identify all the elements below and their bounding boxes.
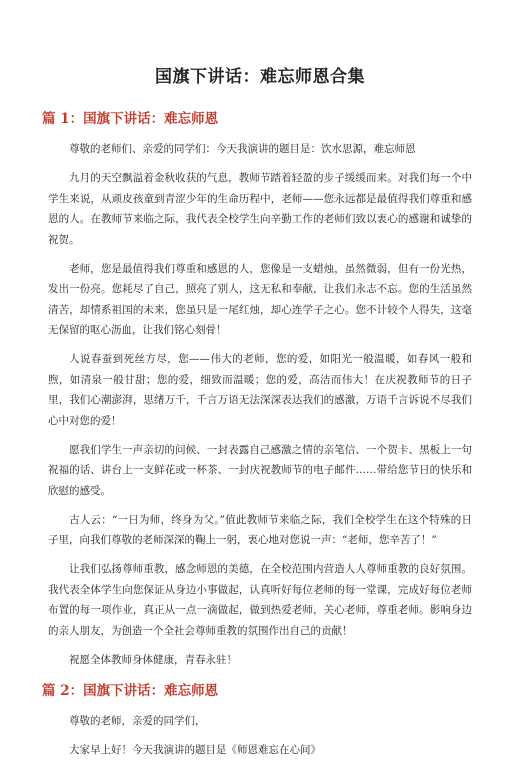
paragraph: 尊敬的老师，亲爱的同学们， xyxy=(48,711,472,732)
paragraph: 让我们弘扬尊师重教，感念师恩的美德，在全校范围内营造人人尊师重教的良好氛围。我代表全体学生向您保证从身边小事做起，认真听好每位老师的每一堂课，完成好每位老师布置的每一项作业，真正从一点一滴做起，做到热爱老师，关心老师，尊重老师。影响身边的亲人朋友，为创造一个全社会尊师重教的氛围作出自己的贡献！ xyxy=(48,559,472,641)
paragraph: 人说春蚕到死丝方尽，您——伟大的老师，您的爱，如阳光一般温暖，如春风一般和煦，如清泉一般甘甜；您的爱，细致而温暖；您的爱，高洁而伟大！在庆祝教师节的日子里，我们心潮澎湃，思绪万千，千言万语无法深深表达我们的感激，万语千言诉说不尽我们心中对您的爱！ xyxy=(48,349,472,431)
section-1 xyxy=(48,107,472,670)
paragraph: 九月的天空飘溢着金秋收获的气息，教师节踏着轻盈的步子缓缓而来。对我们每一个中学生来说，从顽皮孩童到青涩少年的生命历程中，老师——您永远都是最值得我们尊重和感恩的人。在教师节来临之际，我代表全校学生向辛勤工作的老师们致以衷心的感谢和诚挚的祝贺。 xyxy=(48,168,472,250)
paragraph: 祝愿全体教师身体健康，青春永驻！ xyxy=(48,650,472,671)
paragraph: 大家早上好！今天我演讲的题目是《师恩难忘在心间》 xyxy=(48,740,472,760)
section-heading: 篇 2：国旗下讲话：难忘师恩 xyxy=(42,679,472,699)
section-2 xyxy=(48,679,472,760)
section-heading: 篇 1：国旗下讲话：难忘师恩 xyxy=(42,107,472,127)
paragraph: 尊敬的老师们、亲爱的同学们：今天我演讲的题目是：饮水思源，难忘师恩 xyxy=(48,139,472,160)
paragraph: 老师，您是最值得我们尊重和感恩的人，您像是一支蜡烛，虽然微弱，但有一份光热，发出一份亮。您耗尽了自己，照亮了别人，这无私和奉献，让我们永志不忘。您的生活虽然清苦，却情系祖国的未来，您虽只是一尾红烛，却心连学子之心。您不计较个人得失，这毫无保留的呕心沥血，让我们铭心刻骨！ xyxy=(48,259,472,341)
paragraph: 愿我们学生一声亲切的问候、一封表露自己感激之情的亲笔信、一个贺卡、黑板上一句祝福的话、讲台上一支鲜花或一杯茶、一封庆祝教师节的电子邮件……带给您节日的快乐和欣慰的感受。 xyxy=(48,440,472,502)
document-title: 国旗下讲话：难忘师恩合集 xyxy=(48,62,472,87)
paragraph: 古人云：“一日为师，终身为父。”值此教师节来临之际，我们全校学生在这个特殊的日子里，向我们尊敬的老师深深的鞠上一躬，衷心地对您说一声：“老师，您辛苦了！” xyxy=(48,510,472,551)
